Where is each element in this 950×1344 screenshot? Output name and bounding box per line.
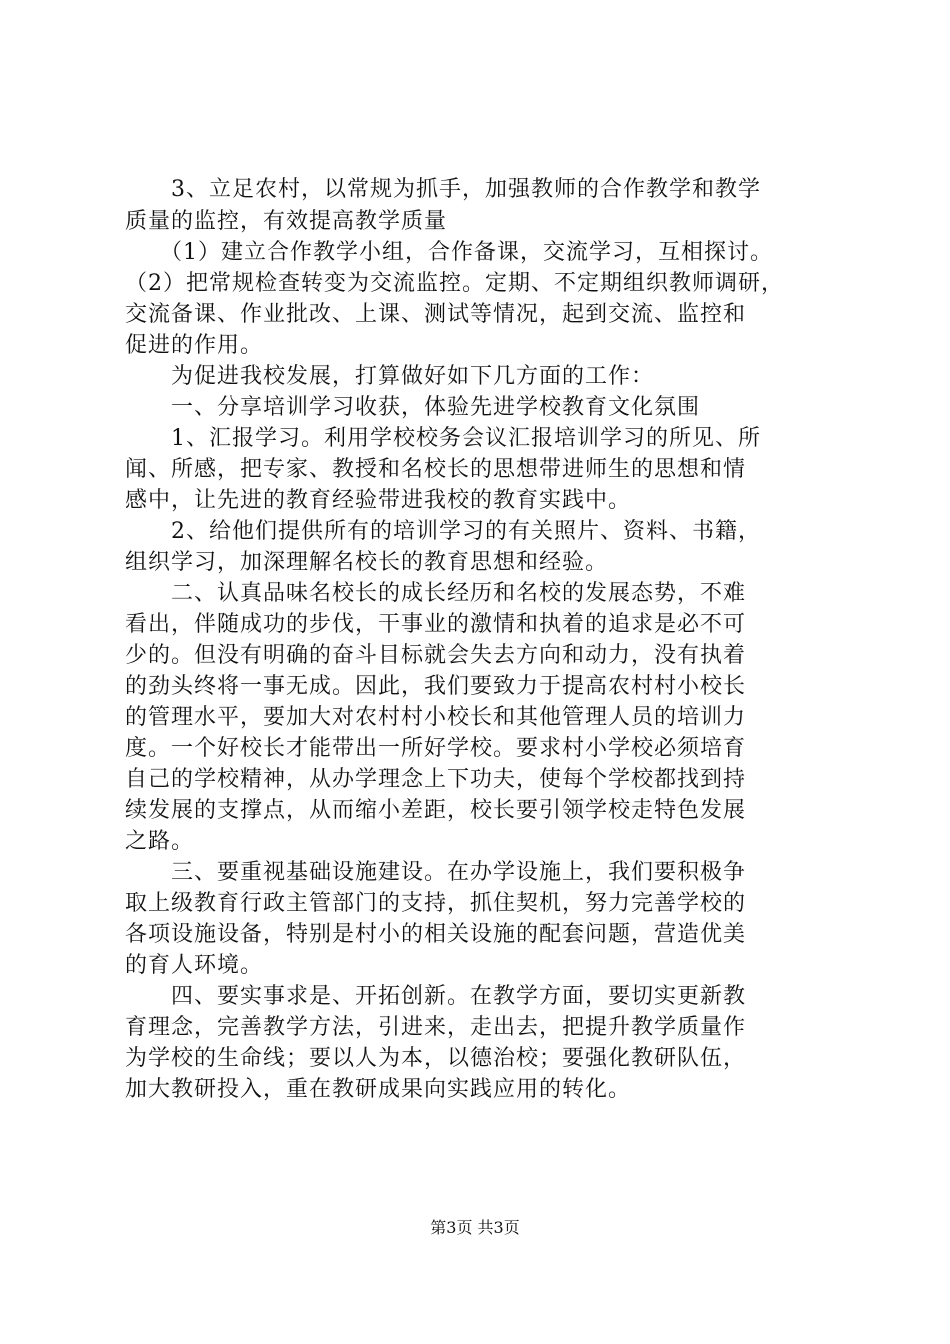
text-line: 2、给他们提供所有的培训学习的有关照片、资料、书籍， [125,519,761,544]
page-number-footer: 第3页 共3页 [430,1218,520,1237]
text-line: 质量的监控，有效提高教学质量 [125,209,448,234]
text-line: 各项设施设备，特别是村小的相关设施的配套问题，营造优美 [125,922,747,947]
text-line: 组织学习，加深理解名校长的教育思想和经验。 [125,550,609,575]
text-line: 度。一个好校长才能带出一所好学校。要求村小学校必须培育 [125,736,747,761]
text-line: 加大教研投入，重在教研成果向实践应用的转化。 [125,1077,632,1102]
text-line: 少的。但没有明确的奋斗目标就会失去方向和动力，没有执着 [125,643,747,668]
text-line: 的劲头终将一事无成。因此，我们要致力于提高农村村小校长 [125,674,747,699]
text-line: （1）建立合作教学小组，合作备课，交流学习，互相探讨。 [125,240,773,265]
text-line: 看出，伴随成功的步伐，干事业的激情和执着的追求是必不可 [125,612,747,637]
text-line: 为促进我校发展，打算做好如下几方面的工作： [125,364,655,389]
text-line: （2）把常规检查转变为交流监控。定期、不定期组织教师调研， [125,271,784,296]
text-line: 取上级教育行政主管部门的支持，抓住契机，努力完善学校的 [125,891,747,916]
text-line: 为学校的生命线；要以人为本，以德治校；要强化教研队伍， [125,1046,747,1071]
text-line: 促进的作用。 [125,333,264,358]
text-line: 自己的学校精神，从办学理念上下功夫，使每个学校都找到持 [125,767,747,792]
text-line: 的育人环境。 [125,953,264,978]
text-line: 育理念，完善教学方法，引进来，走出去，把提升教学质量作 [125,1015,747,1040]
text-line: 的管理水平，要加大对农村村小校长和其他管理人员的培训力 [125,705,747,730]
text-line: 1、汇报学习。利用学校校务会议汇报培训学习的所见、所 [125,426,761,451]
text-line: 交流备课、作业批改、上课、测试等情况，起到交流、监控和 [125,302,747,327]
text-line: 续发展的支撑点，从而缩小差距，校长要引领学校走特色发展 [125,798,747,823]
text-line: 一、分享培训学习收获，体验先进学校教育文化氛围 [125,395,701,420]
text-line: 感中，让先进的教育经验带进我校的教育实践中。 [125,488,632,513]
text-line: 三、要重视基础设施建设。在办学设施上，我们要积极争 [125,860,747,885]
text-line: 闻、所感，把专家、教授和名校长的思想带进师生的思想和情 [125,457,747,482]
text-line: 之路。 [125,829,195,854]
text-line: 3、立足农村，以常规为抓手，加强教师的合作教学和教学 [125,177,761,202]
text-line: 二、认真品味名校长的成长经历和名校的发展态势，不难 [125,581,747,606]
text-line: 四、要实事求是、开拓创新。在教学方面，要切实更新教 [125,984,747,1009]
